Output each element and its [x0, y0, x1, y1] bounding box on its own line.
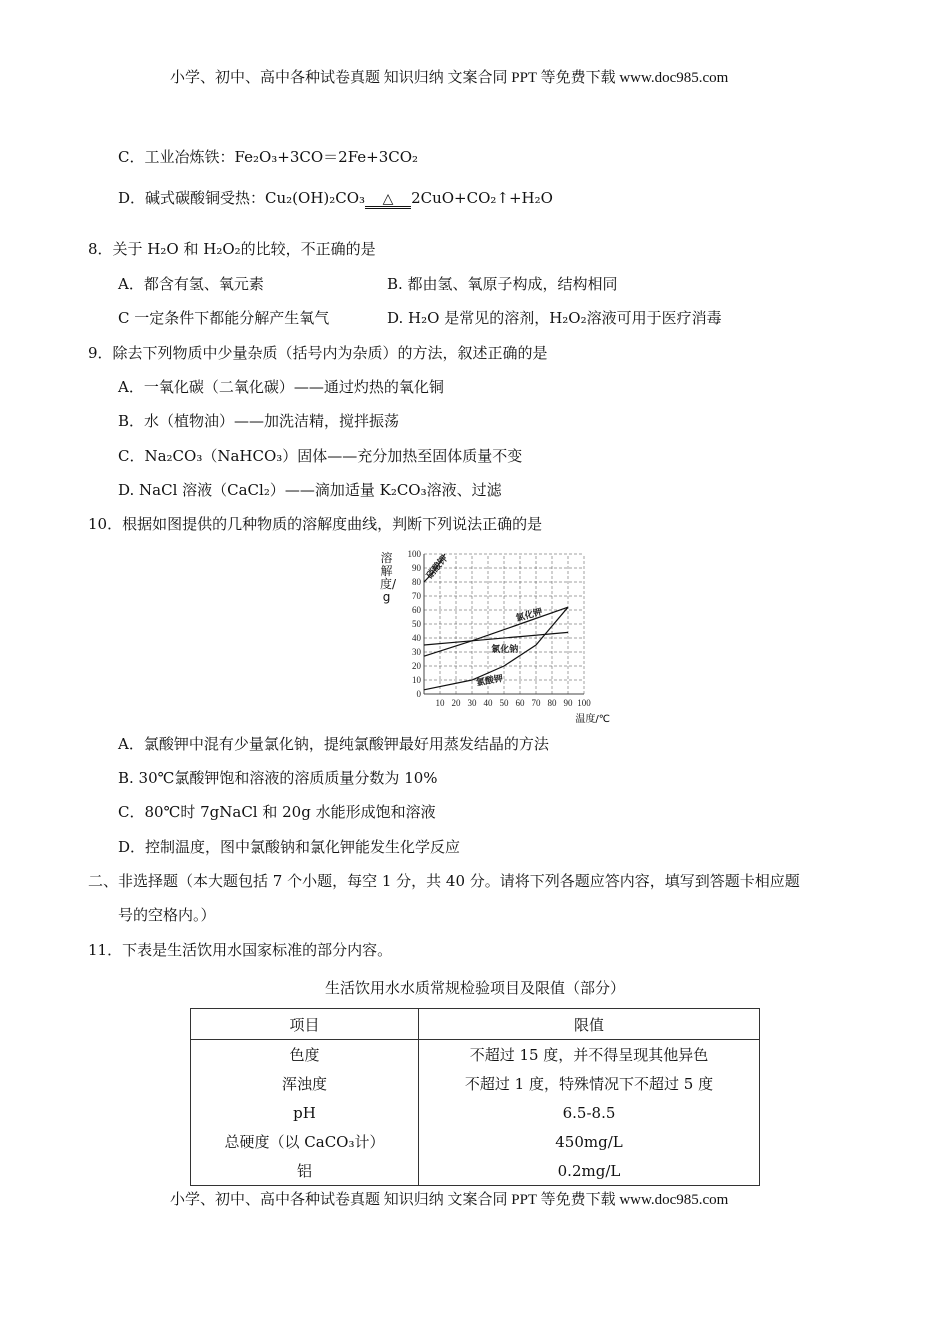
q8-stem: 8．关于 H₂O 和 H₂O₂的比较，不正确的是 [88, 240, 376, 258]
q9-option-b: B．水（植物油）——加洗洁精，搅拌振荡 [118, 412, 400, 430]
x-tick-label: 60 [515, 698, 525, 708]
q7-d-reactants: D．碱式碳酸铜受热：Cu₂(OH)₂CO₃ [118, 189, 366, 207]
chart-curves [424, 554, 568, 690]
table-row [191, 1040, 760, 1070]
q9-option-c: C．Na₂CO₃（NaHCO₃）固体——充分加热至固体质量不变 [118, 447, 523, 465]
q8-option-b: B. 都由氢、氧原子构成，结构相同 [387, 275, 618, 293]
y-tick-label: 0 [416, 689, 421, 699]
y-tick-label: 50 [412, 619, 421, 629]
solubility-chart [384, 544, 614, 726]
q7-option-c: C．工业冶炼铁：Fe₂O₃+3CO＝2Fe+3CO₂ [118, 148, 419, 166]
x-tick-label: 70 [531, 698, 541, 708]
curve-2 [424, 632, 568, 645]
page-footer: 小学、初中、高中各种试卷真题 知识归纳 文案合同 PPT 等免费下载 www.doc985.com [170, 1192, 729, 1208]
y-tick-label: 90 [412, 563, 421, 573]
section2-heading-cont: 号的空格内。） [118, 906, 216, 924]
q9-stem: 9．除去下列物质中少量杂质（括号内为杂质）的方法，叙述正确的是 [88, 344, 548, 362]
q10-option-a: A．氯酸钾中混有少量氯化钠，提纯氯酸钾最好用蒸发结晶的方法 [118, 735, 549, 753]
q9-option-d: D. NaCl 溶液（CaCl₂）——滴加适量 K₂CO₃溶液、过滤 [118, 481, 502, 499]
x-axis-label: 温度/℃ [575, 714, 610, 725]
q10-option-b: B. 30℃氯酸钾饱和溶液的溶质质量分数为 10% [118, 769, 438, 787]
y-tick-label: 40 [412, 633, 421, 643]
x-tick-label: 40 [483, 698, 493, 708]
limit-cell: 450mg/L [419, 1127, 760, 1156]
q10-option-d: D．控制温度，图中氯酸钠和氯化钾能发生化学反应 [118, 838, 461, 856]
section2-heading: 二、非选择题（本大题包括 7 个小题，每空 1 分，共 40 分。请将下列各题应答内容，填写到答题卡相应题 [88, 872, 800, 890]
q7-option-d [118, 188, 553, 209]
limit-cell: 不超过 1 度，特殊情况下不超过 5 度 [419, 1069, 760, 1098]
item-cell: pH [191, 1098, 419, 1127]
reaction-condition: △ [365, 192, 411, 209]
x-tick-label: 10 [435, 698, 445, 708]
q8-option-d: D. H₂O 是常见的溶剂，H₂O₂溶液可用于医疗消毒 [387, 309, 722, 327]
x-tick-label: 50 [499, 698, 509, 708]
q11-stem: 11．下表是生活饮用水国家标准的部分内容。 [88, 941, 393, 959]
q9-option-a: A．一氧化碳（二氧化碳）——通过灼热的氧化铜 [118, 378, 444, 396]
y-tick-label: 80 [412, 577, 421, 587]
q10-stem: 10．根据如图提供的几种物质的溶解度曲线，判断下列说法正确的是 [88, 515, 543, 533]
y-tick-label: 10 [412, 675, 421, 685]
y-axis-label: 溶解度/g [380, 551, 397, 604]
y-tick-label: 60 [412, 605, 421, 615]
x-tick-label: 90 [563, 698, 573, 708]
water-standard-table [190, 1008, 760, 1186]
x-tick-label: 80 [547, 698, 557, 708]
y-tick-label: 20 [412, 661, 421, 671]
item-cell: 浑浊度 [191, 1069, 419, 1098]
item-cell: 色度 [191, 1040, 419, 1070]
table-row [191, 1127, 760, 1156]
q8-option-c: C 一定条件下都能分解产生氧气 [118, 309, 330, 327]
curve-label: 氯化钠 [491, 645, 519, 655]
col-header-item: 项目 [191, 1009, 419, 1040]
limit-cell: 0.2mg/L [419, 1156, 760, 1186]
table-row [191, 1098, 760, 1127]
curve-label: 硝酸钾 [425, 554, 451, 582]
item-cell: 铝 [191, 1156, 419, 1186]
q7-d-products: 2CuO+CO₂↑+H₂O [411, 189, 553, 207]
table-title: 生活饮用水水质常规检验项目及限值（部分） [325, 979, 626, 997]
chart-grid [424, 554, 584, 694]
col-header-limit: 限值 [419, 1009, 760, 1040]
x-tick-label: 100 [577, 698, 591, 708]
x-tick-label: 20 [451, 698, 461, 708]
curve-label: 氯化钾 [514, 607, 544, 625]
q10-option-c: C．80℃时 7gNaCl 和 20g 水能形成饱和溶液 [118, 803, 436, 821]
chart-labels [423, 553, 544, 689]
table-row [191, 1156, 760, 1186]
curve-label: 氯酸钾 [475, 674, 504, 689]
y-tick-label: 70 [412, 591, 421, 601]
y-tick-label: 100 [407, 549, 421, 559]
limit-cell: 不超过 15 度，并不得呈现其他异色 [419, 1040, 760, 1070]
x-tick-label: 30 [467, 698, 477, 708]
item-cell: 总硬度（以 CaCO₃计） [191, 1127, 419, 1156]
q8-option-a: A．都含有氢、氧元素 [118, 275, 264, 293]
table-row [191, 1069, 760, 1098]
limit-cell: 6.5-8.5 [419, 1098, 760, 1127]
y-tick-label: 30 [412, 647, 421, 657]
page-header: 小学、初中、高中各种试卷真题 知识归纳 文案合同 PPT 等免费下载 www.doc985.com [170, 70, 729, 86]
